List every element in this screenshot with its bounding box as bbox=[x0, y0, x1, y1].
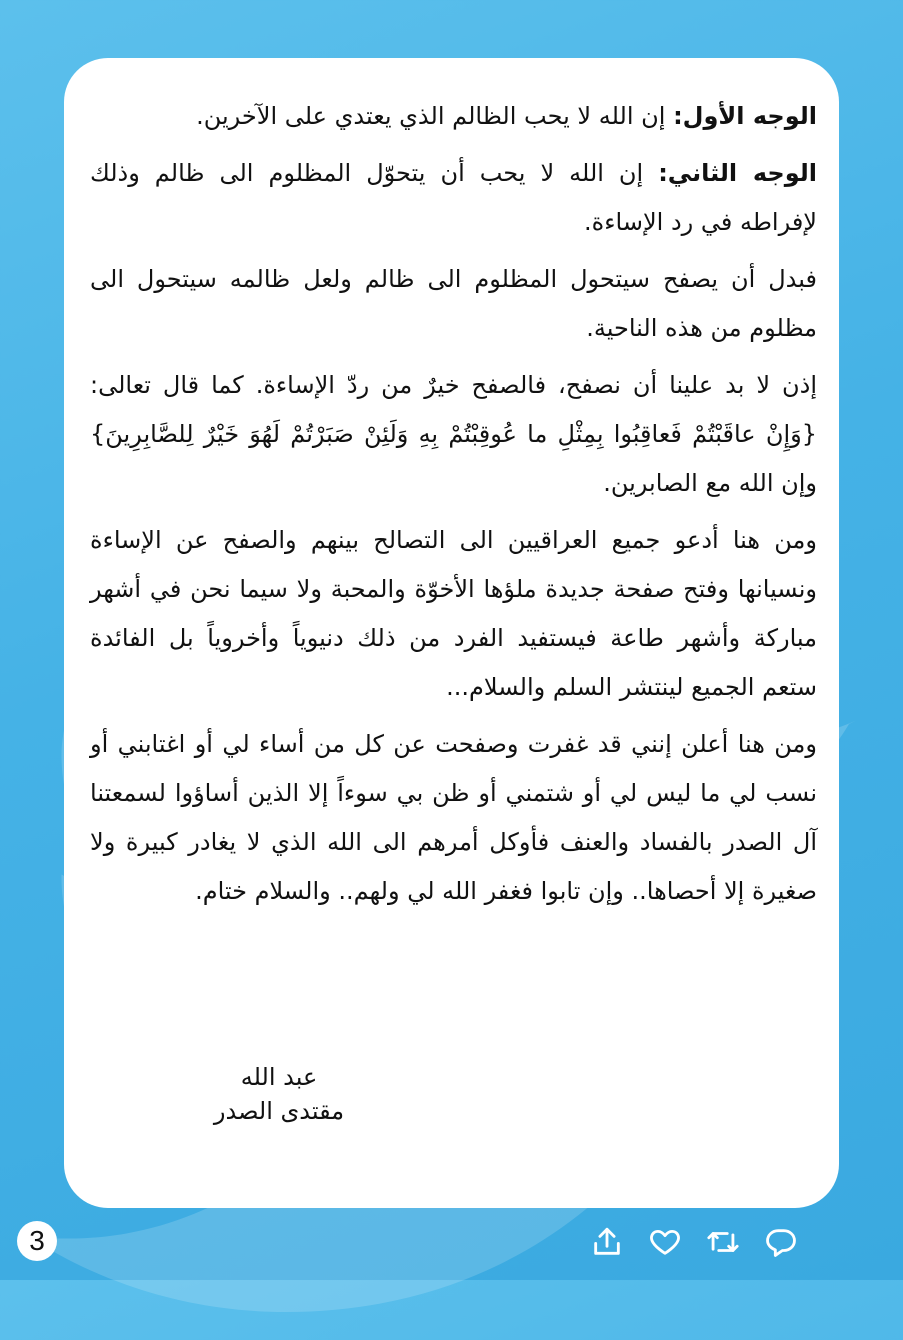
signature-line-2: مقتدى الصدر bbox=[213, 1097, 345, 1125]
post-text bbox=[90, 92, 817, 916]
like-icon bbox=[648, 1225, 682, 1259]
page-number-badge: 3 bbox=[17, 1221, 57, 1261]
paragraph-6 bbox=[90, 720, 817, 916]
post-card bbox=[64, 58, 839, 1208]
paragraph-5 bbox=[90, 516, 817, 712]
tweet-actions bbox=[589, 1224, 799, 1260]
share-icon bbox=[590, 1225, 624, 1259]
signature bbox=[164, 1060, 394, 1128]
paragraph-6-body: ومن هنا أعلن إنني قد غفرت وصفحت عن كل من أساء لي أو اغتابني أو نسب لي ما ليس لي أو شتمني أو ظن بي سوءاً إلا الذين أساؤوا لسمعتنا آل الصدر بالفساد والعنف فأوكل أمرهم الى الله الذي لا يغادر كبيرة ولا صغيرة إلا أحصاها.. وإن تابوا فغفر الله لي ولهم.. والسلام ختام. bbox=[90, 730, 817, 905]
paragraph-2-body: إن الله لا يحب أن يتحوّل المظلوم الى ظالم وذلك لإفراطه في رد الإساءة. bbox=[90, 159, 817, 236]
paragraph-1-lead: الوجه الأول: bbox=[673, 102, 817, 130]
paragraph-3-body: فبدل أن يصفح سيتحول المظلوم الى ظالم ولعل ظالمه سيتحول الى مظلوم من هذه الناحية. bbox=[90, 265, 817, 342]
paragraph-4-body: إذن لا بد علينا أن نصفح، فالصفح خيرٌ من ردّ الإساءة. كما قال تعالى: {وَإِنْ عاقَبْتُمْ فَعاقِبُوا بِمِثْلِ ما عُوقِبْتُمْ بِهِ وَلَئِنْ صَبَرْتُمْ لَهُوَ خَيْرٌ لِلصَّابِرِينَ} وإن الله مع الصابرين. bbox=[90, 371, 817, 497]
paragraph-2-lead: الوجه الثاني: bbox=[658, 159, 817, 187]
paragraph-2 bbox=[90, 149, 817, 247]
like-button[interactable] bbox=[647, 1224, 683, 1260]
share-button[interactable] bbox=[589, 1224, 625, 1260]
retweet-icon bbox=[706, 1225, 740, 1259]
retweet-button[interactable] bbox=[705, 1224, 741, 1260]
reply-button[interactable] bbox=[763, 1224, 799, 1260]
paragraph-4 bbox=[90, 361, 817, 508]
reply-icon bbox=[764, 1225, 798, 1259]
paragraph-5-body: ومن هنا أدعو جميع العراقيين الى التصالح بينهم والصفح عن الإساءة ونسيانها وفتح صفحة جديدة ملؤها الأخوّة والمحبة ولا سيما نحن في أشهر مباركة وأشهر طاعة فيستفيد الفرد من ذلك دنيوياً وأخروياً بل الفائدة ستعم الجميع لينتشر السلم والسلام... bbox=[90, 526, 817, 701]
paragraph-3 bbox=[90, 255, 817, 353]
paragraph-1 bbox=[90, 92, 817, 141]
paragraph-1-body: إن الله لا يحب الظالم الذي يعتدي على الآخرين. bbox=[196, 102, 674, 130]
signature-line-1: عبد الله bbox=[240, 1063, 318, 1091]
